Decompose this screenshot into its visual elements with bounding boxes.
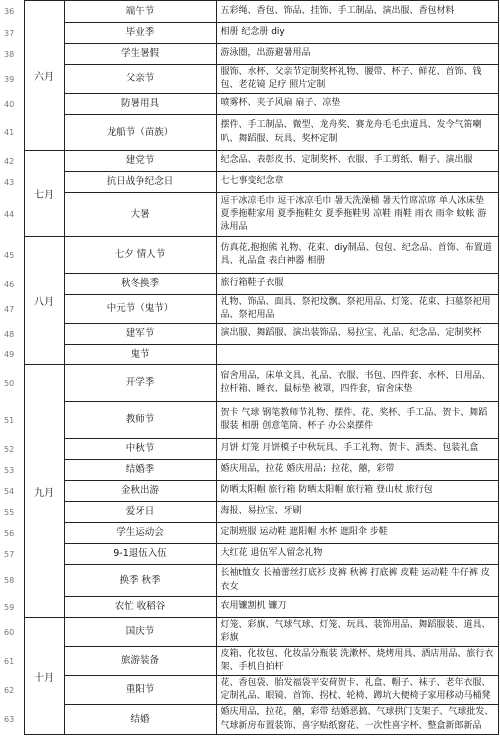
row-number: 44 [0, 193, 24, 237]
table-row [0, 151, 498, 172]
products-cell: 婚庆用品，拉花 婚庆用品；拉花，囍，彩带 [216, 460, 498, 481]
festival-cell: 中秋节 [64, 439, 216, 460]
festival-cell: 防暑用具 [64, 94, 216, 115]
row-number: 63 [0, 705, 24, 735]
festival-cell: 9-1退伍入伍 [64, 544, 216, 565]
festival-cell: 建军节 [64, 324, 216, 345]
festival-cell: 爱牙日 [64, 502, 216, 523]
products-cell: 灯笼、彩旗、气球气球、灯笼、玩具、装饰用品、舞蹈服装、道具、彩旗 [216, 618, 498, 647]
table-row [0, 365, 498, 402]
festival-cell: 结婚 [64, 705, 216, 735]
festival-cell: 秋冬换季 [64, 274, 216, 295]
table-row [0, 295, 498, 324]
festival-cell: 结婚季 [64, 460, 216, 481]
products-cell: 纪念品、表彰皮书、定制奖杯、衣服、手工剪纸、帽子、演出服 [216, 151, 498, 172]
products-cell: 农用镰割机 镰刀 [216, 597, 498, 618]
row-number: 58 [0, 565, 24, 597]
table-row [0, 172, 498, 193]
festival-cell: 大暑 [64, 193, 216, 237]
products-cell: 贺卡 气球 钢笔教师节礼物、摆件、花、奖杯、手工品、贺卡、舞蹈服装 相册 创意笔筒、杯子 办公桌摆件 [216, 402, 498, 439]
row-number: 36 [0, 1, 24, 23]
table-row [0, 1, 498, 23]
row-number: 51 [0, 402, 24, 439]
table-row [0, 65, 498, 94]
products-cell: 婚庆用品，拉花，囍，彩带 结婚恶搞、气球拱门支架子、气球批发、气球新房布置装饰、喜字贴纸窗花、一次性喜字杯、整盒新郎新品 [216, 705, 498, 735]
products-cell: 游泳圈，出游避暑用品 [216, 44, 498, 65]
row-number: 52 [0, 439, 24, 460]
row-number: 39 [0, 65, 24, 94]
festival-cell: 学生暑假 [64, 44, 216, 65]
products-cell: 大红花 退伍军人留念礼物 [216, 544, 498, 565]
products-cell: 定制班服 运动鞋 遮阳帽 水杯 遮阳伞 步鞋 [216, 523, 498, 544]
products-cell: 海报、易拉宝、牙刷 [216, 502, 498, 523]
table-row [0, 481, 498, 502]
row-number: 37 [0, 23, 24, 44]
row-number: 53 [0, 460, 24, 481]
products-cell: 五彩绳、香包、饰品、挂饰、手工制品、演出服、香包材料 [216, 1, 498, 23]
row-number: 47 [0, 295, 24, 324]
row-number: 55 [0, 502, 24, 523]
table-row [0, 237, 498, 274]
month-cell: 六月 [24, 1, 64, 151]
festival-cell: 端午节 [64, 1, 216, 23]
month-cell: 八月 [24, 237, 64, 365]
table-row [0, 523, 498, 544]
products-cell: 花、香包袋、胎发福袋平安荷贺卡、礼盒、帽子、袜子、老年衣服、定制礼品、眼镜、首饰、拐杖、轮椅、蹲坑大便椅子家用移动马桶凳 [216, 676, 498, 705]
festival-cell: 七夕 情人节 [64, 237, 216, 274]
festival-cell: 开学季 [64, 365, 216, 402]
row-number: 56 [0, 523, 24, 544]
products-cell: 宿舍用品，床单文具、礼品、衣服、书包、四件套、水杯、日用品、拉杆箱、睡衣、鼠标垫 被罩，四件套，宿舍床垫 [216, 365, 498, 402]
month-cell: 九月 [24, 365, 64, 618]
table-row [0, 193, 498, 237]
products-cell: 旅行箱鞋子衣服 [216, 274, 498, 295]
row-number: 49 [0, 345, 24, 365]
table-row [0, 705, 498, 735]
products-cell: 长袖t恤女 长袖蕾丝打底衫 皮裤 秋裤 打底裤 皮鞋 运动鞋 牛仔裤 皮衣女 [216, 565, 498, 597]
products-cell: 演出服、舞蹈服、演出装饰品、易拉宝、礼品、纪念品、定制奖杯 [216, 324, 498, 345]
products-cell: 逗干冰凉毛巾 逗干冰凉毛巾 暑天洗澡桶 暑天竹席凉席 单人冰床垫 夏季拖鞋家用 夏季拖鞋女 夏季拖鞋男 凉鞋 雨鞋 雨衣 雨伞 蚊帐 游泳用品 [216, 193, 498, 237]
row-number: 57 [0, 544, 24, 565]
products-cell: 仿真花,抱抱熊 礼物、花束、diy制品、包包、纪念品、首饰、布置道具、礼品盒 表白神器 相册 [216, 237, 498, 274]
row-number: 40 [0, 94, 24, 115]
festival-cell: 毕业季 [64, 23, 216, 44]
festival-cell: 金秋出游 [64, 481, 216, 502]
festival-cell: 建党节 [64, 151, 216, 172]
table-row [0, 324, 498, 345]
products-cell: 摆件、手工制品、微型、龙舟奖、赛龙舟毛毛虫道具、发令气笛喇叭、舞蹈服、玩具、奖杯定制 [216, 115, 498, 151]
table-row [0, 565, 498, 597]
products-cell: 防晒太阳帽 旅行箱 防晒太阳帽 旅行箱 登山杖 旅行包 [216, 481, 498, 502]
products-cell: 礼物、饰品、面具、祭祀坟飘、祭祀用品、灯笼、花束、扫墓祭祀用品、祭祀用品 [216, 295, 498, 324]
table-row [0, 439, 498, 460]
table-row [0, 402, 498, 439]
products-cell: 服饰、水杯、父亲节定制奖杯礼物、腰带、杯子、鲜花、首饰、钱包、老花镜 足疗 照片定制 [216, 65, 498, 94]
month-cell: 七月 [24, 151, 64, 237]
row-number: 45 [0, 237, 24, 274]
table-row [0, 647, 498, 676]
table-row [0, 94, 498, 115]
row-number: 62 [0, 676, 24, 705]
row-number: 43 [0, 172, 24, 193]
row-number: 48 [0, 324, 24, 345]
table-row [0, 115, 498, 151]
festival-cell: 农忙 收稻谷 [64, 597, 216, 618]
row-number: 42 [0, 151, 24, 172]
row-number: 54 [0, 481, 24, 502]
row-number: 38 [0, 44, 24, 65]
table-row [0, 23, 498, 44]
row-number: 46 [0, 274, 24, 295]
products-cell: 月饼 灯笼 月饼模子中秋玩具、手工礼物、贺卡、酒类、包装礼盒 [216, 439, 498, 460]
row-number: 50 [0, 365, 24, 402]
table-row [0, 460, 498, 481]
table-row [0, 597, 498, 618]
table-row [0, 345, 498, 365]
products-cell: 皮箱、化妆包、化妆品分瓶装 洗漱杯、烧烤用具、酒店用品、旅行衣架、手机自拍杆 [216, 647, 498, 676]
table-row [0, 44, 498, 65]
table-row [0, 502, 498, 523]
table-body [0, 1, 498, 735]
festival-cell: 国庆节 [64, 618, 216, 647]
products-cell: 七七事变纪念章 [216, 172, 498, 193]
products-cell [216, 345, 498, 365]
festival-cell: 鬼节 [64, 345, 216, 365]
table-row [0, 676, 498, 705]
products-cell: 相册 纪念册 diy [216, 23, 498, 44]
festival-cell: 教师节 [64, 402, 216, 439]
row-number: 59 [0, 597, 24, 618]
festival-cell: 中元节（鬼节） [64, 295, 216, 324]
row-number: 41 [0, 115, 24, 151]
festival-cell: 学生运动会 [64, 523, 216, 544]
festival-cell: 重阳节 [64, 676, 216, 705]
table-row [0, 618, 498, 647]
festival-cell: 换季 秋季 [64, 565, 216, 597]
month-cell: 十月 [24, 618, 64, 735]
festival-cell: 抗日战争纪念日 [64, 172, 216, 193]
festival-cell: 父亲节 [64, 65, 216, 94]
table-row [0, 544, 498, 565]
row-number: 60 [0, 618, 24, 647]
festival-cell: 旅游装备 [64, 647, 216, 676]
products-cell: 喷雾杯、夹子风扇 扇子、凉垫 [216, 94, 498, 115]
table-row [0, 274, 498, 295]
row-number: 61 [0, 647, 24, 676]
festival-cell: 龙船节（苗族） [64, 115, 216, 151]
